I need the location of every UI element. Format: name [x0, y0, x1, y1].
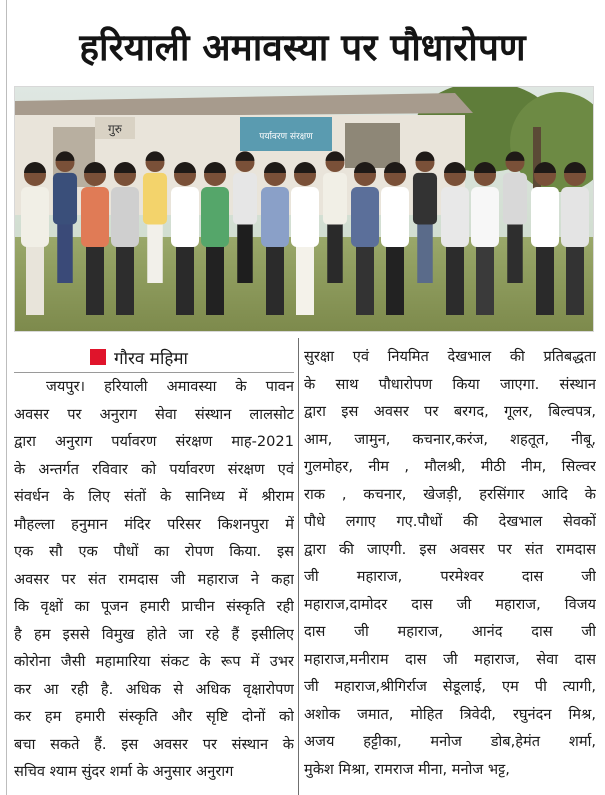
article-line: अवसर पर अनुराग सेवा संस्थान लालसोट: [14, 405, 294, 423]
article-line: पौधे लगाए गए.पौधों की देखभाल सेवकों: [304, 513, 596, 530]
article-line: आम, जामुन, कचनार,करंज, शहतूत, नीबू,: [304, 430, 596, 448]
article-line: कि वृक्षों का पूजन हमारी प्राचीन संस्कृति रही: [14, 598, 294, 615]
article-line: महाराज,दामोदर दास जी महाराज, विजय: [304, 595, 596, 613]
article-line: गुलमोहर, नीम , मौलश्री, मीठी नीम, सिल्वर: [304, 458, 596, 475]
banner-text: पर्यावरण संरक्षण: [259, 132, 313, 142]
article-line: द्वारा अनुराग पर्यावरण संरक्षण माह-2021: [14, 433, 294, 450]
left-page-rule: [6, 0, 7, 795]
article-line: के अन्तर्गत रविवार को पर्यावरण संरक्षण एवं: [14, 460, 294, 478]
article-line: एक सौ एक पौधों का रोपण किया. इस: [14, 543, 294, 560]
article-line: है हम इससे विमुख होते जा रहे हैं इसीलिए: [14, 625, 294, 643]
article-line: सचिव श्याम सुंदर शर्मा के अनुसार अनुराग: [14, 763, 234, 780]
news-photo: [14, 86, 594, 332]
window: [345, 123, 400, 168]
article-line: अजय हट्टीका, मनोज डोब,हेमंत शर्मा,: [304, 733, 596, 750]
article-line: कर आ रही है. अधिक से अधिक वृक्षारोपण: [14, 680, 294, 698]
article-line: कर हम हमारी संस्कृति और सृष्टि दोनों को: [14, 708, 294, 725]
article-line: महाराज,मनीराम दास जी महाराज, सेवा दास: [304, 650, 596, 668]
article-line: बचा सकते हैं. इस अवसर पर संस्थान के: [14, 735, 294, 753]
article-line: मुकेश मिश्रा, रामराज मीना, मनोज भट्ट,: [304, 760, 510, 778]
article-line: राक , कचनार, खेजड़ी, हरसिंगार आदि के: [304, 485, 596, 503]
article-line: जयपुर। हरियाली अमावस्या के पावन: [46, 378, 294, 395]
byline: [90, 344, 188, 370]
sign-text: गुरु: [108, 122, 122, 136]
column-divider: [298, 338, 299, 795]
byline-name: गौरव महिमा: [114, 348, 188, 369]
article-line: द्वारा की जाएगी. इस अवसर पर संत रामदास: [304, 540, 596, 558]
group-photo-illustration: [15, 87, 593, 331]
article-line: जी महाराज, परमेश्वर दास जी: [304, 568, 596, 585]
article-line: द्वारा इस अवसर पर बरगद, गूलर, बिल्वपत्र,: [304, 403, 596, 420]
article-line: मौहल्ला हनुमान मंदिर परिसर किशनपुरा में: [14, 515, 294, 533]
article-line: कोरोना जैसी महामारिया संकट के रूप में उभर: [14, 653, 294, 670]
article-line: सुरक्षा एवं नियमित देखभाल की प्रतिबद्धता: [304, 348, 596, 365]
article-line: अशोक जमात, मोहित त्रिवेदी, रघुनंदन मिश्र,: [304, 705, 596, 723]
article-line: संवर्धन के लिए संतों के सानिध्य में श्रीराम: [14, 488, 294, 505]
article-line: दास जी महाराज, आनंद दास जी: [304, 623, 596, 640]
headline: हरियाली अमावस्या पर पौधारोपण: [79, 25, 526, 69]
article-line: जी महाराज,श्रीगिर्राज सेडूलाई, एम पी त्यागी,: [304, 678, 596, 695]
byline-red-square-icon: [90, 349, 106, 365]
article-right-column: [304, 343, 596, 783]
article-line: के साथ पौधारोपण किया जाएगा. संस्थान: [304, 375, 596, 393]
article-left-column: [14, 373, 294, 786]
article-line: अवसर पर संत रामदास जी महाराज ने कहा: [14, 570, 294, 588]
